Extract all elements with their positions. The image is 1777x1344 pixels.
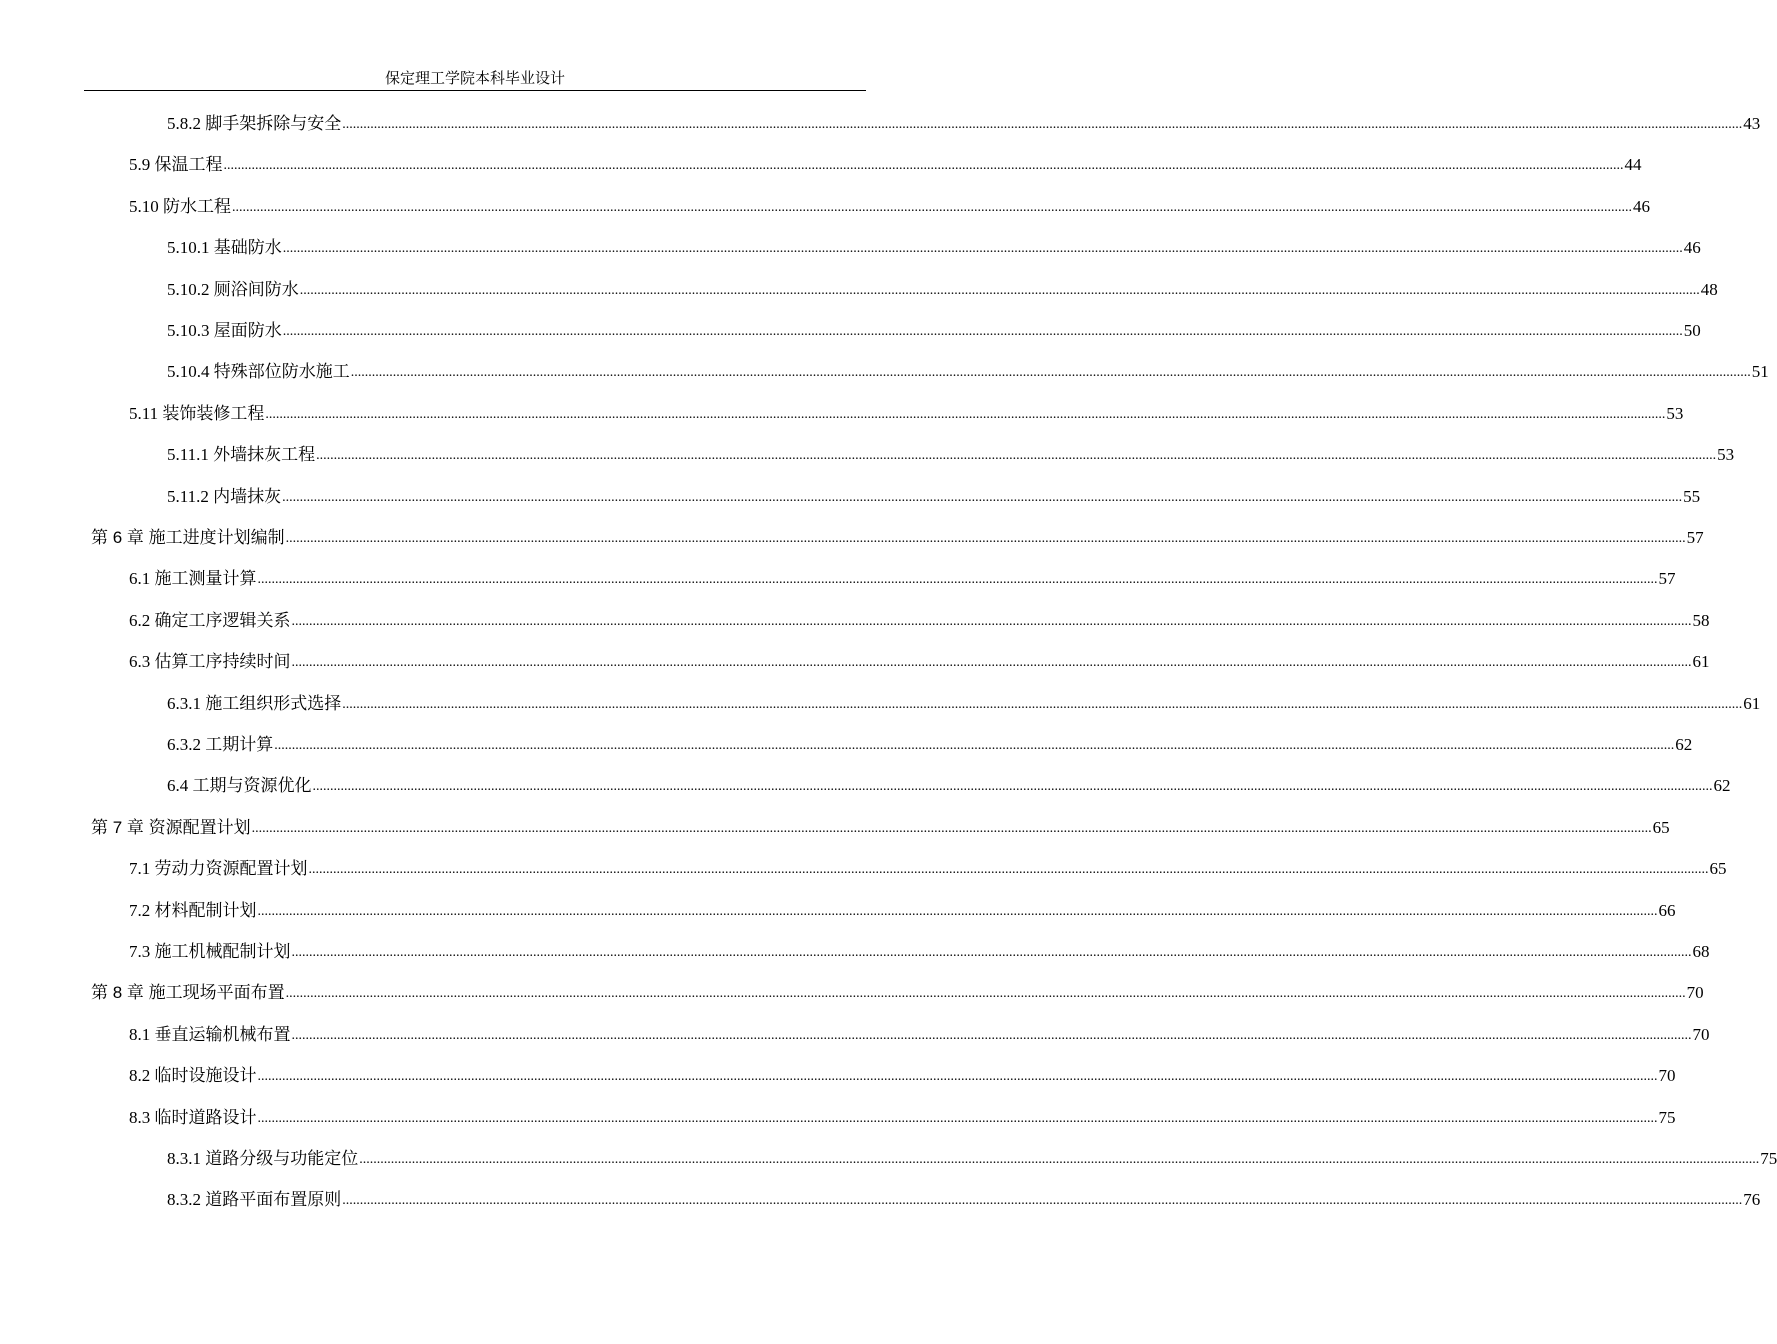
toc-dot-leader: ................................................................................................................................................................................................................................................................................................................................................................................................................ (312, 779, 1713, 795)
toc-entry[interactable] (0, 275, 1718, 301)
toc-entry-page: 44 (1624, 155, 1642, 175)
toc-entry[interactable] (0, 316, 1701, 342)
toc-dot-leader: ................................................................................................................................................................................................................................................................................................................................................................................................................ (342, 1193, 1743, 1209)
toc-entry-label: 8.3.1 道路分级与功能定位 (167, 1149, 359, 1168)
toc-entry-label: 8.3.2 道路平面布置原则 (167, 1190, 342, 1210)
toc-dot-leader: ................................................................................................................................................................................................................................................................................................................................................................................................................ (291, 613, 1692, 629)
toc-entry[interactable] (0, 482, 1701, 508)
toc-entry[interactable] (0, 192, 1650, 218)
toc-entry[interactable] (0, 440, 1735, 466)
toc-entry[interactable] (0, 689, 1761, 715)
toc-entry[interactable] (0, 647, 1710, 673)
toc-entry-page: 53 (1717, 445, 1735, 465)
toc-entry-page: 53 (1666, 403, 1684, 423)
toc-entry-page: 70 (1686, 983, 1704, 1003)
toc-entry[interactable] (0, 1020, 1710, 1046)
toc-entry-page: 46 (1683, 238, 1701, 258)
toc-entry[interactable] (0, 109, 1761, 135)
toc-entry[interactable] (0, 978, 1704, 1004)
toc-dot-leader: ................................................................................................................................................................................................................................................................................................................................................................................................................ (285, 531, 1686, 546)
toc-entry-page: 65 (1709, 859, 1727, 879)
toc-entry[interactable] (0, 399, 1684, 425)
toc-entry-label: 第 8 章 施工现场平面布置 (91, 983, 285, 1003)
toc-entry[interactable] (0, 233, 1701, 259)
toc-dot-leader: ................................................................................................................................................................................................................................................................................................................................................................................................................ (223, 158, 1624, 174)
toc-entry-page: 76 (1743, 1190, 1761, 1210)
toc-entry[interactable] (0, 357, 1769, 383)
toc-entry-label: 5.10.4 特殊部位防水施工 (167, 362, 350, 382)
toc-entry-page: 58 (1692, 610, 1710, 630)
toc-entry-page: 70 (1692, 1024, 1710, 1044)
toc-entry-label: 5.10 防水工程 (129, 196, 231, 216)
toc-entry[interactable] (0, 1185, 1761, 1211)
toc-entry[interactable] (0, 564, 1676, 590)
header-title: 保定理工学院本科毕业设计 (384, 71, 565, 87)
toc-entry-page: 48 (1700, 279, 1718, 299)
toc-entry-page: 62 (1713, 776, 1731, 796)
toc-entry[interactable] (0, 937, 1710, 963)
toc-dot-leader: ................................................................................................................................................................................................................................................................................................................................................................................................................ (251, 820, 1652, 836)
toc-entry-label: 第 6 章 施工进度计划编制 (91, 528, 285, 547)
toc-entry[interactable] (0, 896, 1676, 922)
toc-entry[interactable] (0, 730, 1693, 756)
toc-entry-page: 57 (1658, 569, 1676, 589)
toc-entry-page: 51 (1751, 362, 1769, 382)
toc-dot-leader: ................................................................................................................................................................................................................................................................................................................................................................................................................ (291, 1027, 1692, 1043)
toc-entry-label: 第 7 章 资源配置计划 (91, 817, 251, 837)
toc-entry-label: 8.2 临时设施设计 (129, 1066, 257, 1086)
toc-dot-leader: ................................................................................................................................................................................................................................................................................................................................................................................................................ (257, 1110, 1658, 1126)
toc-dot-leader: ................................................................................................................................................................................................................................................................................................................................................................................................................ (232, 199, 1632, 215)
toc-dot-leader: ................................................................................................................................................................................................................................................................................................................................................................................................................ (342, 117, 1743, 132)
toc-entry-label: 6.1 施工测量计算 (129, 569, 257, 589)
toc-entry[interactable] (0, 771, 1731, 797)
toc-entry-page: 43 (1743, 114, 1761, 133)
toc-dot-leader: ................................................................................................................................................................................................................................................................................................................................................................................................................ (257, 903, 1658, 919)
toc-dot-leader: ................................................................................................................................................................................................................................................................................................................................................................................................................ (291, 945, 1692, 960)
toc-entry[interactable] (0, 606, 1710, 632)
toc-entry-page: 65 (1652, 817, 1670, 837)
toc-dot-leader: ................................................................................................................................................................................................................................................................................................................................................................................................................ (291, 655, 1692, 671)
toc-entry-page: 61 (1743, 693, 1761, 713)
toc-dot-leader: ................................................................................................................................................................................................................................................................................................................................................................................................................ (308, 862, 1709, 878)
toc-dot-leader: ................................................................................................................................................................................................................................................................................................................................................................................................................ (257, 1069, 1658, 1085)
toc-entry-label: 6.3.2 工期计算 (167, 735, 274, 754)
toc-entry-label: 6.3.1 施工组织形式选择 (167, 693, 342, 713)
toc-entry-label: 6.4 工期与资源优化 (167, 776, 312, 796)
toc-entry-label: 8.3 临时道路设计 (129, 1107, 257, 1127)
toc-dot-leader: ................................................................................................................................................................................................................................................................................................................................................................................................................ (316, 448, 1717, 464)
toc-entry[interactable] (0, 150, 1642, 176)
toc-entry[interactable] (0, 854, 1727, 880)
toc-entry-page: 55 (1683, 486, 1701, 506)
toc-entry[interactable] (0, 813, 1670, 839)
toc-entry-label: 7.2 材料配制计划 (129, 900, 257, 920)
toc-entry-page: 66 (1658, 900, 1676, 920)
toc-entry-page: 46 (1633, 196, 1650, 216)
toc-entry-label: 8.1 垂直运输机械布置 (129, 1024, 291, 1044)
toc-dot-leader: ................................................................................................................................................................................................................................................................................................................................................................................................................ (257, 572, 1658, 588)
toc-entry-label: 5.10.2 厕浴间防水 (167, 279, 299, 299)
toc-entry[interactable] (0, 523, 1704, 549)
toc-entry-label: 5.8.2 脚手架拆除与安全 (167, 114, 342, 133)
toc-entry-label: 5.10.1 基础防水 (167, 238, 282, 258)
toc-entry-label: 7.1 劳动力资源配置计划 (129, 859, 308, 879)
toc-entry-page: 50 (1683, 321, 1701, 340)
toc-entry-page: 62 (1675, 735, 1693, 754)
toc-entry-page: 68 (1692, 942, 1710, 961)
toc-entry-page: 57 (1686, 528, 1704, 547)
toc-dot-leader: ................................................................................................................................................................................................................................................................................................................................................................................................................ (359, 1152, 1760, 1167)
toc-entry-label: 5.9 保温工程 (129, 155, 223, 175)
toc-entry-label: 6.3 估算工序持续时间 (129, 652, 291, 672)
toc-entry-label: 6.2 确定工序逻辑关系 (129, 610, 291, 630)
toc-entry[interactable] (0, 1103, 1676, 1129)
page-header (84, 68, 866, 91)
toc-dot-leader: ................................................................................................................................................................................................................................................................................................................................................................................................................ (265, 406, 1666, 422)
toc-dot-leader: ................................................................................................................................................................................................................................................................................................................................................................................................................ (342, 696, 1743, 712)
toc-dot-leader: ................................................................................................................................................................................................................................................................................................................................................................................................................ (282, 324, 1683, 339)
toc-entry-label: 5.11.2 内墙抹灰 (167, 486, 282, 506)
toc-entry-label: 5.11 装饰装修工程 (129, 403, 265, 423)
toc-entry[interactable] (0, 1144, 1777, 1170)
toc-entry-page: 70 (1658, 1066, 1676, 1086)
toc-dot-leader: ................................................................................................................................................................................................................................................................................................................................................................................................................ (350, 365, 1751, 381)
toc-entry[interactable] (0, 1061, 1676, 1087)
toc-dot-leader: ................................................................................................................................................................................................................................................................................................................................................................................................................ (282, 241, 1683, 257)
toc-dot-leader: ................................................................................................................................................................................................................................................................................................................................................................................................................ (285, 986, 1686, 1002)
toc-entry-page: 75 (1760, 1149, 1777, 1168)
toc-dot-leader: ................................................................................................................................................................................................................................................................................................................................................................................................................ (274, 738, 1675, 753)
toc-dot-leader: ................................................................................................................................................................................................................................................................................................................................................................................................................ (299, 282, 1700, 298)
toc-dot-leader: ................................................................................................................................................................................................................................................................................................................................................................................................................ (282, 489, 1683, 505)
toc-entry-page: 75 (1658, 1107, 1676, 1127)
toc-entry-label: 5.10.3 屋面防水 (167, 321, 282, 340)
toc-entry-page: 61 (1692, 652, 1710, 672)
toc-entry-label: 5.11.1 外墙抹灰工程 (167, 445, 316, 465)
toc-entry-label: 7.3 施工机械配制计划 (129, 942, 291, 961)
